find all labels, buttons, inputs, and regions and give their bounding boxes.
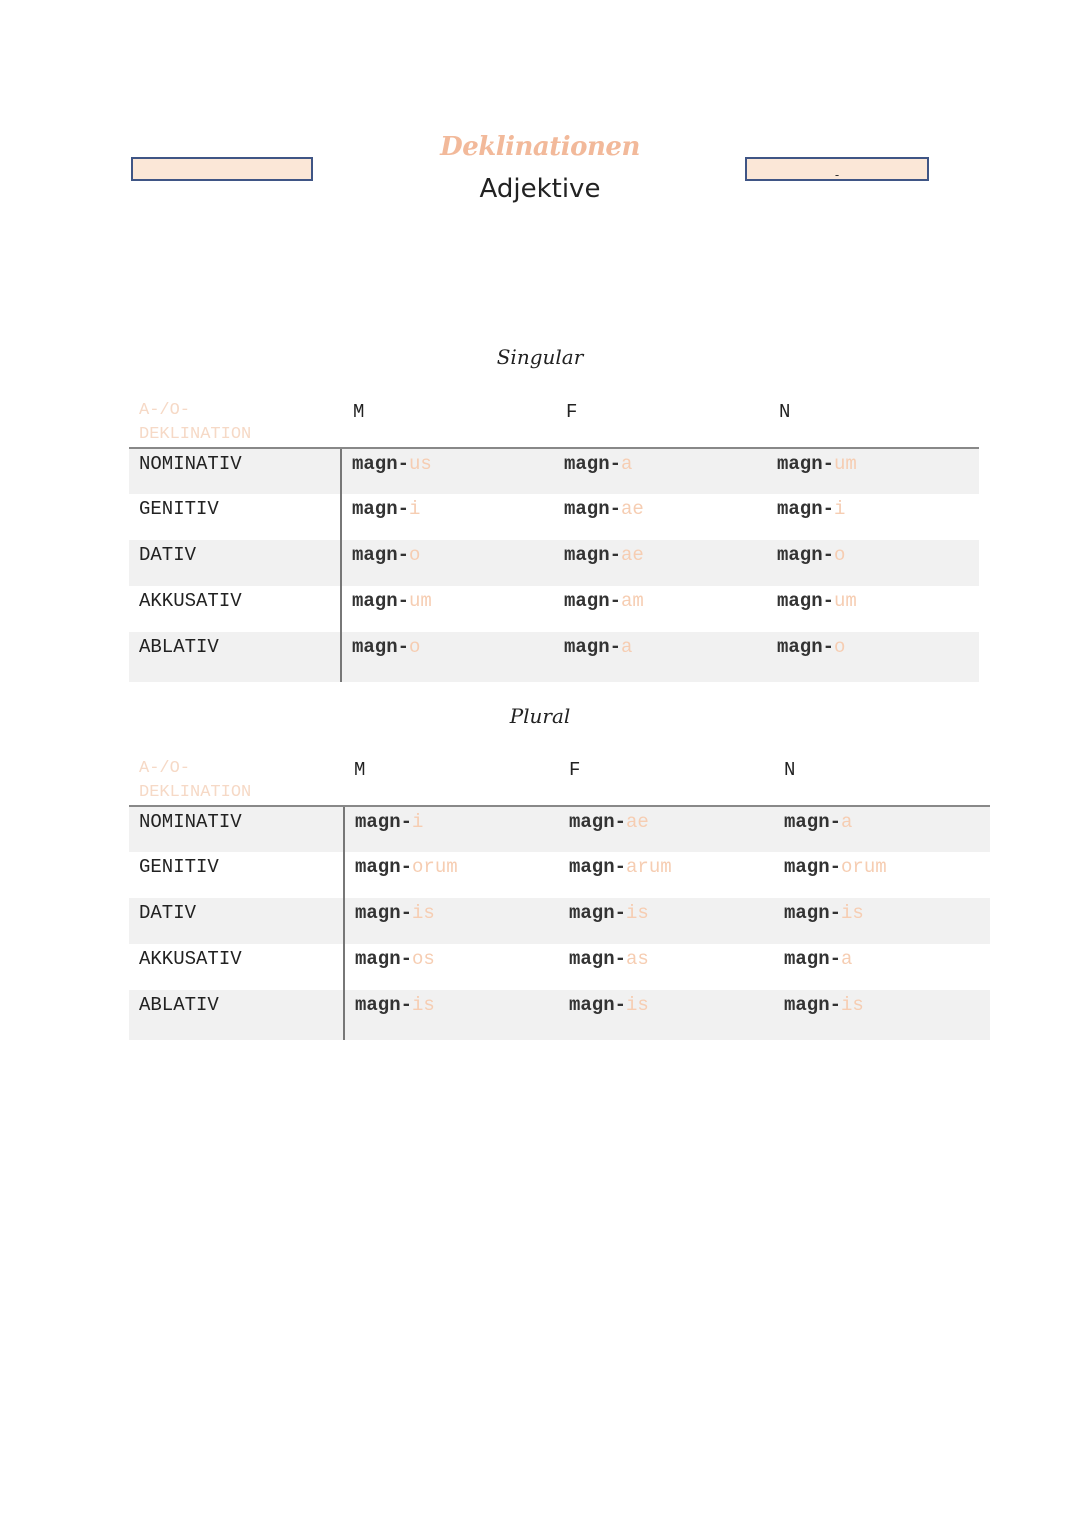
case-label: DATIV: [129, 898, 344, 944]
word-stem: magn-: [352, 590, 410, 612]
word-stem: magn-: [777, 453, 835, 475]
form-cell: [767, 494, 979, 540]
case-label: NOMINATIV: [129, 448, 341, 494]
word-stem: magn-: [777, 590, 835, 612]
word-ending: i: [409, 498, 421, 520]
word-stem: magn-: [569, 994, 627, 1016]
table-row: [129, 898, 990, 944]
word-stem: magn-: [355, 902, 413, 924]
header-box-right: -: [745, 157, 929, 181]
table-header-row: [129, 757, 990, 806]
table-row: [129, 990, 990, 1040]
form-cell: [559, 990, 774, 1040]
form-cell: [774, 898, 990, 944]
word-stem: magn-: [564, 590, 622, 612]
word-stem: magn-: [355, 948, 413, 970]
word-ending: is: [626, 994, 649, 1016]
table-row: [129, 586, 979, 632]
word-stem: magn-: [352, 636, 410, 658]
form-cell: [554, 540, 767, 586]
word-ending: is: [626, 902, 649, 924]
word-stem: magn-: [569, 902, 627, 924]
table-row: [129, 494, 979, 540]
word-ending: i: [834, 498, 846, 520]
word-ending: is: [841, 902, 864, 924]
form-cell: [767, 632, 979, 682]
declension-label-text: A-/O- DEKLINATION: [139, 759, 252, 802]
column-header-masculine: M: [354, 759, 366, 781]
form-cell: [554, 632, 767, 682]
form-cell: [341, 494, 554, 540]
word-ending: is: [841, 994, 864, 1016]
table-row: [129, 806, 990, 852]
word-stem: magn-: [564, 544, 622, 566]
column-header-neuter: N: [779, 401, 791, 423]
form-cell: [344, 898, 559, 944]
form-cell: [341, 586, 554, 632]
word-ending: o: [409, 544, 421, 566]
word-ending: um: [834, 590, 857, 612]
singular-section-title: Singular: [496, 345, 584, 369]
form-cell: [767, 540, 979, 586]
word-stem: magn-: [564, 498, 622, 520]
column-header-neuter: N: [784, 759, 796, 781]
form-cell: [341, 632, 554, 682]
word-stem: magn-: [784, 994, 842, 1016]
form-cell: [774, 944, 990, 990]
declension-label: [129, 399, 341, 448]
form-cell: [344, 944, 559, 990]
case-label: GENITIV: [139, 856, 219, 878]
word-ending: arum: [626, 856, 672, 878]
plural-section-title: Plural: [509, 704, 571, 728]
form-cell: [344, 990, 559, 1040]
case-label: ABLATIV: [129, 632, 341, 682]
declension-label: [129, 757, 344, 806]
form-cell: [341, 540, 554, 586]
word-stem: magn-: [569, 811, 627, 833]
word-ending: um: [409, 590, 432, 612]
table-row: [129, 852, 990, 898]
case-label: GENITIV: [139, 498, 219, 520]
word-stem: magn-: [777, 498, 835, 520]
case-label: DATIV: [129, 540, 341, 586]
word-ending: o: [834, 636, 846, 658]
word-ending: is: [412, 902, 435, 924]
table-row: [129, 448, 979, 494]
form-cell: [774, 990, 990, 1040]
word-ending: orum: [841, 856, 887, 878]
form-cell: [554, 494, 767, 540]
word-ending: a: [841, 811, 853, 833]
word-stem: magn-: [564, 453, 622, 475]
table-row: [129, 540, 979, 586]
form-cell: [344, 806, 559, 852]
word-stem: magn-: [355, 856, 413, 878]
form-cell: [559, 898, 774, 944]
word-ending: o: [409, 636, 421, 658]
column-header-feminine: F: [569, 759, 581, 781]
case-label: ABLATIV: [129, 990, 344, 1040]
table-row: [129, 944, 990, 990]
word-stem: magn-: [569, 856, 627, 878]
word-ending: as: [626, 948, 649, 970]
form-cell: [554, 448, 767, 494]
word-ending: os: [412, 948, 435, 970]
form-cell: [774, 806, 990, 852]
document-title: Deklinationen: [440, 132, 640, 162]
case-label: AKKUSATIV: [139, 590, 242, 612]
form-cell: [774, 852, 990, 898]
word-stem: magn-: [777, 544, 835, 566]
word-stem: magn-: [352, 498, 410, 520]
form-cell: [767, 586, 979, 632]
word-ending: ae: [621, 544, 644, 566]
word-stem: magn-: [352, 453, 410, 475]
word-ending: a: [621, 636, 633, 658]
plural-declension-table: [129, 757, 990, 1040]
column-header-masculine: M: [353, 401, 365, 423]
word-stem: magn-: [784, 948, 842, 970]
word-stem: magn-: [784, 811, 842, 833]
form-cell: [554, 586, 767, 632]
word-ending: o: [834, 544, 846, 566]
word-ending: ae: [621, 498, 644, 520]
word-stem: magn-: [784, 902, 842, 924]
word-ending: a: [841, 948, 853, 970]
table-header-row: [129, 399, 979, 448]
word-ending: i: [412, 811, 424, 833]
table-body: [129, 806, 990, 1040]
word-ending: is: [412, 994, 435, 1016]
word-stem: magn-: [784, 856, 842, 878]
word-stem: magn-: [777, 636, 835, 658]
word-stem: magn-: [569, 948, 627, 970]
case-label: AKKUSATIV: [139, 948, 242, 970]
word-ending: am: [621, 590, 644, 612]
word-ending: orum: [412, 856, 458, 878]
form-cell: [559, 852, 774, 898]
word-stem: magn-: [355, 811, 413, 833]
word-ending: a: [621, 453, 633, 475]
form-cell: [559, 806, 774, 852]
word-stem: magn-: [355, 994, 413, 1016]
column-header-feminine: F: [566, 401, 578, 423]
singular-declension-table: [129, 399, 979, 682]
form-cell: [559, 944, 774, 990]
declension-label-text: A-/O- DEKLINATION: [139, 401, 252, 444]
form-cell: [344, 852, 559, 898]
table-row: [129, 632, 979, 682]
form-cell: [767, 448, 979, 494]
word-ending: us: [409, 453, 432, 475]
case-label: NOMINATIV: [129, 806, 344, 852]
word-ending: um: [834, 453, 857, 475]
table-body: [129, 448, 979, 682]
word-ending: ae: [626, 811, 649, 833]
form-cell: [341, 448, 554, 494]
document-subtitle: Adjektive: [479, 174, 601, 204]
word-stem: magn-: [352, 544, 410, 566]
word-stem: magn-: [564, 636, 622, 658]
